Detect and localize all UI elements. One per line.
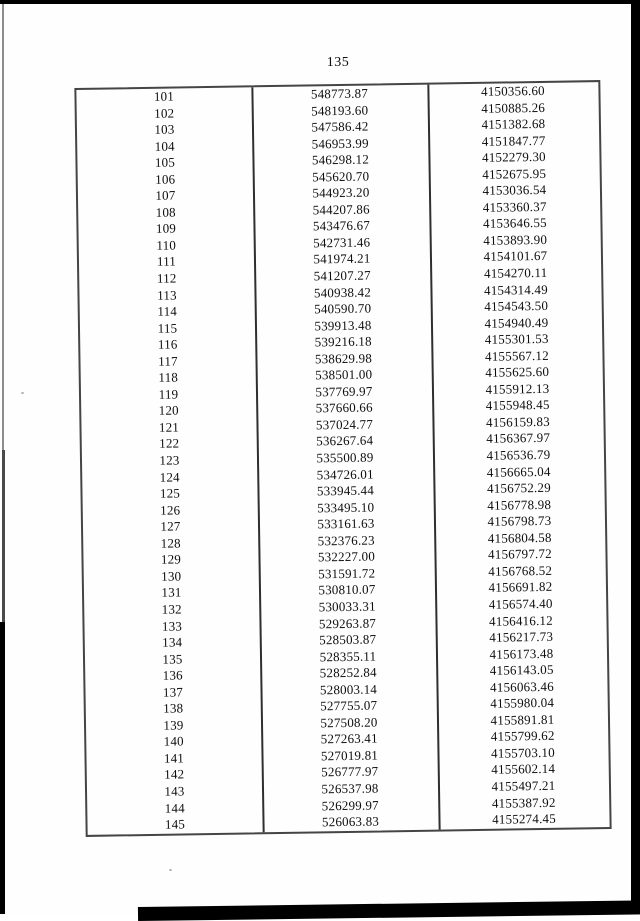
- value-cell-2: 4156367.97: [486, 430, 551, 447]
- value-cell-2: 4150356.60: [480, 82, 545, 99]
- value-cell-1: 539216.18: [314, 333, 372, 350]
- row-index-cell: 105: [154, 154, 176, 171]
- scan-edge-bottom: [138, 900, 640, 921]
- value-cell-2: 4154314.49: [483, 281, 548, 298]
- row-index-cell: 108: [155, 204, 176, 220]
- value-cell-2: 4156143.05: [489, 661, 554, 678]
- value-cell-2: 4154101.67: [483, 248, 548, 265]
- value-cell-1: 529263.87: [318, 615, 377, 631]
- row-index-cell: 137: [162, 684, 184, 700]
- value-cell-2: 4156536.79: [486, 446, 551, 463]
- row-index-cell: 142: [164, 766, 185, 783]
- value-cell-1: 526537.98: [321, 780, 379, 797]
- value-cell-2: 4156217.73: [489, 628, 554, 645]
- value-cell-2: 4155703.10: [491, 744, 555, 761]
- row-index-cell: 132: [161, 601, 182, 617]
- value-cell-1: 530033.31: [318, 598, 376, 615]
- row-index-cell: 134: [162, 634, 183, 650]
- row-index-cell: 130: [161, 568, 182, 584]
- value-cell-1: 541974.21: [313, 251, 371, 267]
- value-cell-1: 536267.64: [316, 433, 374, 449]
- value-cell-1: 533945.44: [316, 482, 375, 499]
- scan-edge-right: [631, 2, 640, 914]
- row-index-cell: 104: [154, 138, 175, 154]
- row-index-cell: 118: [158, 369, 179, 386]
- value-cell-1: 532376.23: [317, 532, 375, 549]
- value-cell-2: 4155497.21: [491, 777, 556, 794]
- value-cell-1: 535500.89: [316, 449, 374, 466]
- value-cell-1: 546298.12: [311, 151, 370, 168]
- row-index-cell: 103: [154, 121, 175, 137]
- scan-edge-left-line-mid: [2, 450, 5, 622]
- row-index-cell: 112: [156, 270, 177, 286]
- row-index-cell: 123: [159, 452, 180, 468]
- value-cell-1: 528355.11: [319, 648, 377, 664]
- value-cell-2: 4156416.12: [488, 612, 553, 629]
- row-index-cell: 122: [159, 435, 180, 452]
- value-cell-1: 527508.20: [320, 714, 378, 731]
- value-cell-2: 4155301.53: [484, 331, 549, 348]
- row-index-cell: 139: [163, 717, 184, 733]
- value-cell-2: 4152279.30: [481, 149, 546, 166]
- value-cell-2: 4156173.48: [489, 645, 554, 662]
- scan-edge-left-band: [0, 622, 5, 914]
- value-cell-1: 527019.81: [320, 747, 379, 764]
- row-index-cell: 138: [163, 700, 184, 716]
- scan-speck: [169, 869, 172, 871]
- value-cell-2: 4155625.60: [485, 364, 550, 381]
- value-cell-1: 546953.99: [311, 135, 369, 152]
- value-cell-2: 4150885.26: [481, 99, 546, 116]
- value-cell-2: 4154270.11: [483, 264, 548, 281]
- value-cell-2: 4155891.81: [490, 711, 555, 728]
- row-index-cell: 141: [163, 750, 185, 766]
- value-cell-1: 526777.97: [321, 763, 379, 780]
- value-cell-1: 545620.70: [312, 168, 370, 185]
- coordinate-table: [74, 80, 611, 837]
- row-index-cell: 102: [154, 105, 175, 121]
- value-cell-1: 526299.97: [321, 797, 379, 813]
- value-cell-2: 4153360.37: [482, 198, 547, 215]
- row-index-cell: 136: [162, 667, 183, 683]
- value-cell-2: 4156691.82: [488, 579, 553, 596]
- value-cell-2: 4156063.46: [489, 678, 554, 695]
- value-cell-1: 540938.42: [313, 284, 372, 300]
- value-cell-2: 4155912.13: [485, 380, 550, 397]
- value-cell-2: 4153646.55: [482, 215, 547, 232]
- value-cell-1: 538629.98: [314, 350, 373, 367]
- row-index-cell: 113: [157, 287, 177, 303]
- value-cell-1: 540590.70: [314, 300, 372, 317]
- row-index-cell: 119: [158, 386, 179, 402]
- value-cell-2: 4156665.04: [486, 463, 551, 480]
- value-cell-1: 528503.87: [319, 631, 377, 648]
- row-index-cell: 135: [162, 651, 183, 667]
- row-index-cell: 124: [159, 469, 180, 485]
- row-index-cell: 140: [163, 733, 184, 750]
- value-cell-2: 4155799.62: [490, 728, 555, 745]
- value-cell-2: 4155948.45: [485, 397, 550, 414]
- row-index-cell: 129: [160, 551, 182, 568]
- value-cell-2: 4155274.45: [492, 810, 556, 827]
- value-cell-2: 4151847.77: [481, 132, 546, 149]
- row-index-cell: 116: [157, 336, 178, 352]
- scan-speck: [21, 392, 24, 394]
- row-index-cell: 133: [161, 617, 183, 634]
- value-cell-1: 548193.60: [311, 102, 369, 118]
- value-cell-1: 527755.07: [320, 697, 378, 714]
- value-cell-1: 534726.01: [316, 466, 374, 482]
- row-index-cell: 114: [157, 303, 178, 319]
- row-index-cell: 107: [155, 187, 176, 204]
- row-index-cell: 110: [156, 237, 177, 253]
- value-cell-2: 4156798.73: [487, 513, 552, 530]
- value-cell-1: 526063.83: [321, 813, 380, 830]
- value-cell-1: 539913.48: [314, 317, 372, 334]
- value-cell-2: 4154940.49: [484, 314, 549, 331]
- value-cell-2: 4155602.14: [491, 761, 556, 778]
- value-cell-2: 4155980.04: [490, 695, 555, 712]
- value-cell-2: 4156778.98: [487, 496, 552, 513]
- row-index-cell: 121: [158, 419, 180, 435]
- page-number: 135: [326, 55, 350, 70]
- row-index-cell: 125: [159, 485, 181, 501]
- value-cell-1: 544923.20: [312, 184, 370, 201]
- value-cell-1: 548773.87: [310, 85, 369, 102]
- value-cell-2: 4156768.52: [488, 562, 553, 579]
- row-index-cell: 126: [160, 502, 181, 518]
- row-index-cell: 145: [164, 816, 186, 832]
- value-cell-2: 4152675.95: [482, 165, 547, 182]
- row-index-cell: 117: [158, 353, 178, 369]
- row-index-cell: 101: [153, 88, 175, 104]
- value-cell-2: 4155387.92: [491, 794, 556, 811]
- value-cell-1: 528003.14: [319, 681, 378, 698]
- value-cell-1: 543476.67: [312, 217, 371, 234]
- scan-edge-top: [0, 0, 640, 4]
- value-cell-1: 528252.84: [319, 664, 377, 681]
- value-cell-2: 4155567.12: [484, 347, 549, 364]
- value-cell-1: 542731.46: [313, 234, 371, 251]
- value-cell-1: 537660.66: [315, 399, 373, 416]
- value-cell-2: 4156159.83: [485, 413, 550, 430]
- value-cell-2: 4156574.40: [488, 595, 553, 612]
- row-index-cell: 131: [161, 584, 182, 601]
- value-cell-2: 4154543.50: [484, 297, 549, 314]
- scan-edge-left-line: [2, 4, 4, 450]
- value-cell-2: 4151382.68: [481, 115, 546, 132]
- value-cell-1: 533495.10: [317, 499, 375, 516]
- value-cell-1: 541207.27: [313, 267, 371, 284]
- value-cell-2: 4156797.72: [487, 546, 552, 563]
- value-cell-1: 537769.97: [315, 383, 373, 400]
- value-cell-1: 533161.63: [317, 515, 375, 532]
- value-cell-1: 547586.42: [311, 118, 369, 135]
- value-cell-2: 4156752.29: [486, 479, 551, 496]
- value-cell-1: 531591.72: [318, 565, 376, 582]
- row-index-cell: 120: [158, 402, 179, 419]
- value-cell-1: 538501.00: [315, 366, 373, 383]
- value-cell-1: 544207.86: [312, 201, 370, 218]
- row-index-cell: 127: [160, 518, 181, 534]
- value-cell-1: 530810.07: [318, 581, 376, 598]
- row-index-cell: 143: [164, 783, 185, 799]
- value-cell-1: 537024.77: [315, 416, 374, 433]
- row-index-cell: 111: [156, 253, 177, 270]
- row-index-cell: 106: [155, 171, 176, 187]
- row-index-cell: 128: [160, 535, 181, 551]
- value-cell-2: 4156804.58: [487, 529, 552, 546]
- row-index-cell: 115: [157, 320, 178, 336]
- value-cell-1: 527263.41: [320, 730, 378, 747]
- row-index-cell: 109: [155, 220, 177, 237]
- value-cell-2: 4153893.90: [483, 231, 548, 248]
- row-index-cell: 144: [164, 799, 185, 816]
- table-body: [76, 82, 609, 835]
- value-cell-2: 4153036.54: [482, 182, 547, 199]
- value-cell-1: 532227.00: [317, 548, 376, 565]
